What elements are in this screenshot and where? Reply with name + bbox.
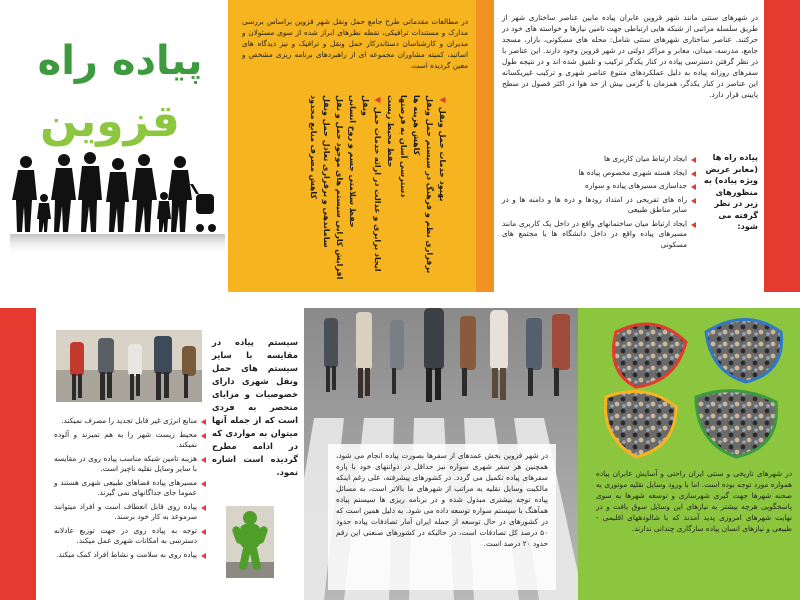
list-item: ایجاد هسته شهری مخصوص پیاده ها bbox=[502, 168, 696, 179]
strategy-item: کاهش هزینه ها bbox=[412, 95, 421, 156]
crosswalk-text-box: در شهر قزوین بخش عمدهای از سفرها بصورت پیاده انجام می شود، همچنین هر سفر شهری سواره نیز حداقل در دوانتهای خود با پاره سفرهای پیاده تکمیل می گردد. در کشورهای پیشرفته، علی رغم اینکه مالکیت وسایل نقلیه به مراتب از شهرهای ما بالاتر است، به مسائل پیاده توجه بیشتری مبذول شده و در برنامه ریزی ها سیستم پیاده همآهنگ با سیستم سواره توسعه داده می شود. به دلیل همین است که در کشورهای در حال توسعه از جمله ایران آمار تصادفات پیاده حدود ۵۰ درصد کل تصادفات است، در حالیکه در کشورهای صنعتی این رقم حدود ۲۰ درصد است. bbox=[328, 444, 556, 590]
list-item: پیاده روی به سلامت و نشاط افراد کمک میکند. bbox=[54, 550, 206, 561]
list-item: توجه به پیاده روی در جهت توزیع عادلانه دسترسی به امکانات شهری عمل میکند. bbox=[54, 526, 206, 547]
page-divider bbox=[0, 292, 800, 308]
cover-title-line1: پیاده راه bbox=[37, 38, 203, 84]
strategy-item: کاهش مصرف منابع محدود bbox=[309, 95, 318, 200]
crosswalk-photo bbox=[304, 308, 578, 600]
list-item: جداسازی مسیرهای پیاده و سواره bbox=[502, 181, 696, 192]
list-item: ایجاد ارتباط میان ساختمانهای واقع در داخل یک کاربری مانند مسیرهای پیاده واقع در داخل دانشگاه ها یا مجتمع های مسکونی bbox=[502, 219, 696, 251]
list-item: مسیرهای پیاده فضاهای طبیعی شهری هستند و عموما جای جداگانهای نمی گیرند. bbox=[54, 478, 206, 499]
crowd-petal-collage bbox=[596, 312, 796, 462]
strategy-item: ساماندهی و برقراری تعادل حمل ونقل bbox=[322, 95, 331, 248]
historic-cities-paragraph: در شهرهای تاریخی و سنتی ایران راحتی و آسایش عابران پیاده همواره مورد توجه بوده است. اما با ورود وسایل نقلیه موتوری به صحنه شهرها جهت گیری شهرسازی و توسعه شهرها به سوی پاسخگویی هرچه بیشتر به نیازهای این وسایل سوق یافت و در نهایت شهرهای امروزی پدید آمدند که با شالودههای اقلیمی - طبیعی و نیازهای انسان پیاده سازگاری چندانی ندارند. bbox=[596, 469, 792, 533]
strategy-item: حفظ سلامتی جسم و روح انسانی bbox=[348, 95, 357, 228]
arrow-icon: ◀ bbox=[373, 95, 382, 107]
list-item: هزینه تامین شبکه مناسب پیاده روی در مقایسه با سایر وسایل نقلیه ناچیز است. bbox=[54, 454, 206, 475]
red-stripe-bottom bbox=[0, 308, 36, 600]
pedestrian-roads-label: پیاده راه ها (معابر عریض ویژه پیاده) به منظورهای زیر در نظر گرفته می شود: bbox=[703, 152, 758, 231]
bottom-right-panel bbox=[578, 308, 800, 600]
list-item: راه های تفریحی در امتداد رودها و دره ها و دامنه ها و در سایر مناطق طبیعی bbox=[502, 195, 696, 216]
orange-stripe bbox=[476, 0, 494, 292]
green-figure-photo bbox=[226, 506, 274, 578]
strategy-item: افزایش کارایی سیستم های موجود حمل و نقل bbox=[335, 95, 344, 280]
yellow-panel bbox=[228, 0, 476, 292]
strategy-item: ◀ ایجاد برابری و عدالت در ارائه خدمات حمل ونقل bbox=[361, 95, 382, 272]
list-item: ایجاد ارتباط میان کاربری ها bbox=[502, 154, 696, 165]
purposes-list bbox=[502, 154, 696, 253]
list-item: منابع انرژی غیر قابل تجدید را مصرف نمیکند. bbox=[54, 416, 206, 427]
right-panel bbox=[494, 0, 764, 292]
strategy-item: برقراری نظم و فرهنگ در سیستم حمل ونقل bbox=[425, 95, 434, 274]
strategy-item: ◀ بهبود خدمات حمل ونقل bbox=[438, 95, 447, 202]
list-item: پیاده روی قابل انعطاف است و افراد میتوانند سرموعد به کار خود برسند. bbox=[54, 502, 206, 523]
list-item: محیط زیست شهر را به هم نمیزند و آلوده نمیکند. bbox=[54, 430, 206, 451]
arrow-icon: ◀ bbox=[438, 95, 447, 107]
red-stripe-top bbox=[764, 0, 800, 292]
pedestrian-silhouettes-illustration bbox=[10, 150, 225, 260]
advantages-list bbox=[54, 416, 206, 563]
yellow-panel-paragraph: در مطالعات مقدماتی طرح جامع حمل ونقل شهر قزوین براساس بررسی مدارک و مستندات ترافیکی، نقطه نظرهای ابراز شده از سوی مسئولان و مدیران و کارشناسان دستاندرکار حمل ونقل و ترافیک و نیز دیدگاه های اساتید، کمیته مشاوران مجموعه ای از راهبردهای برنامه ریزی مشخص و معین گردیده است. bbox=[242, 17, 468, 70]
bottom-left-panel bbox=[36, 308, 304, 600]
strategy-item: دسترسی آسان به فرصتها bbox=[399, 95, 408, 198]
cover-panel bbox=[0, 0, 228, 292]
strategies-vertical-list bbox=[248, 95, 448, 285]
cover-title-line2: قزوین bbox=[40, 96, 180, 147]
walking-people-photo bbox=[56, 330, 202, 402]
pedestrian-system-intro: سیستم پیاده در مقایسه با سایر سیستم های حمل ونقل شهری دارای خصوصیات و مزایای منحصر به فردی است که از جمله آنها میتوان به مواردی که در ادامه مطرح گردیده است اشاره نمود. bbox=[212, 337, 298, 477]
strategy-item: حفظ محیط زیست bbox=[386, 95, 395, 168]
right-panel-paragraph: در شهرهای سنتی مانند شهر قزوین عابران پیاده مابین عناصر ساختاری شهر از طریق سلسله مراتبی از شبکه هایی ارتباطی جهت تامین نیازها و خواسته های خود در حرکتند. عناصر ساختاری شهرهای سنتی شامل: محله های مسکونی، بازار، مسجد جامع، مدرسه، میدان، معابر و مراکز دولتی در شهر قزوین وجود دارند. این عناصر با در نظر گرفتن دسترسی پیاده در کنار یکدگر ترکیب و تلفیق شده اند و در نتیجه طول سفرهای روزانه پیاده به دلیل عملکردهای متنوع عناصر شهری و ترکیب غیریکسانه این عناصر در کنار یکدگر، همزمان با گرمی بیش از حد هوا در اکثر فصول در سطح پایینی قرار دارد. bbox=[502, 13, 758, 99]
